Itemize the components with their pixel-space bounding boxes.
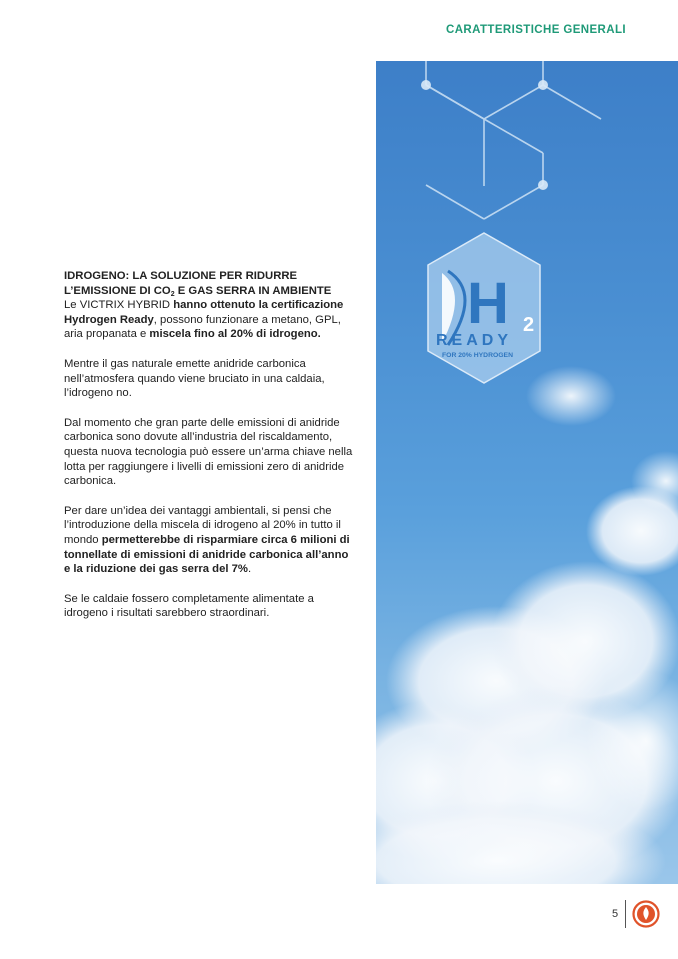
footer-divider	[625, 900, 626, 928]
heading-line-1: IDROGENO: LA SOLUZIONE PER RIDURRE	[64, 270, 298, 282]
heading-subscript: 2	[170, 290, 175, 298]
sky-photo	[376, 61, 678, 884]
brand-logo-icon	[632, 900, 660, 928]
heading-line-2: L’EMISSIONE DI CO	[64, 284, 171, 297]
cloud-formation	[376, 366, 678, 884]
paragraph-natural-gas: Mentre il gas naturale emette anidride carbonica nell’atmosfera quando viene bruciato in una caldaia, l’idrogeno no.	[64, 357, 325, 400]
badge-ready-text: READY	[436, 332, 513, 349]
sky-illustration	[376, 61, 678, 884]
heading-line-2-end: E GAS SERRA IN AMBIENTE	[174, 284, 332, 297]
hydrogen-ready-badge	[428, 233, 540, 383]
badge-subscript: 2	[523, 314, 535, 336]
badge-caption: FOR 20% HYDROGEN	[442, 352, 514, 359]
page-number: 5	[612, 908, 619, 920]
section-title: CARATTERISTICHE GENERALI	[446, 24, 626, 36]
paragraph-certification: Le VICTRIX HYBRID hanno ottenuto la certificazione Hydrogen Ready, possono funzionare a metano, GPL, aria propanata e miscela fino al 20% di idrogeno.	[64, 299, 344, 341]
paragraph-benefits: Per dare un’idea dei vantaggi ambientali, si pensi che l’introduzione della miscela di idrogeno al 20% in tutto il mondo permetterebbe di risparmiare circa 6 milioni di tonnellate di emissioni di anidride carbonica all’anno e la riduzione dei gas serra del 7%.	[64, 504, 350, 576]
paragraph-emissions: Dal momento che gran parte delle emissioni di anidride carbonica sono dovute all’industria del riscaldamento, questa nuova tecnologia può essere un’arma chiave nella lotta per raggiungere i livelli di emissioni zero di anidride carbonica.	[64, 416, 353, 488]
paragraph-conclusion: Se le caldaie fossero completamente alimentate a idrogeno i risultati sarebbero straordinari.	[64, 592, 314, 620]
article-heading	[64, 269, 354, 298]
badge-h-letter: H	[467, 271, 509, 336]
article-body	[64, 269, 354, 636]
hexagon-network-graphic	[426, 61, 601, 219]
